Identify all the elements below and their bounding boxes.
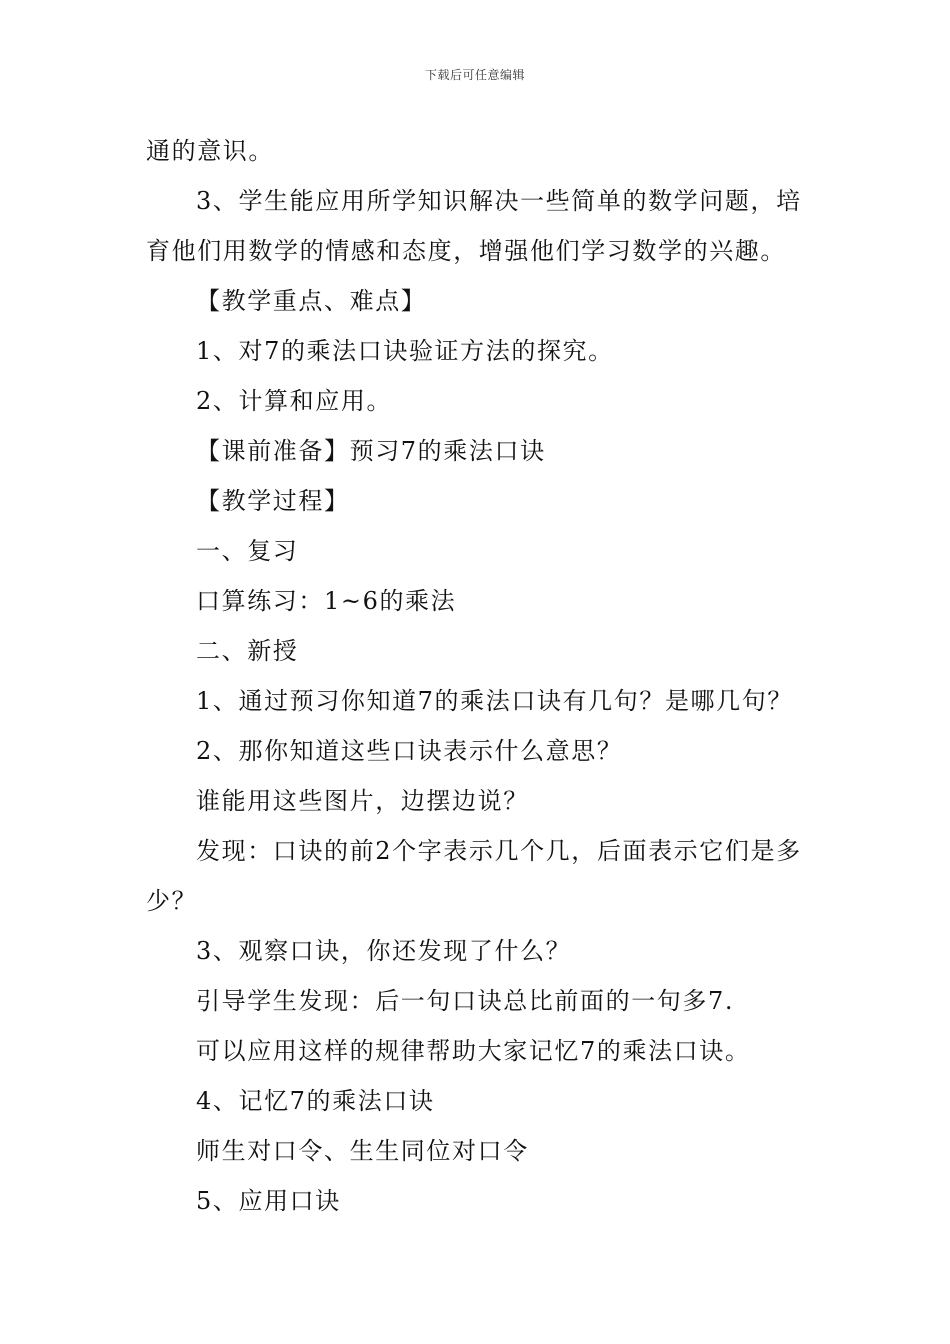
paragraph-line: 5、应用口诀 — [196, 1187, 341, 1215]
page-header: 下载后可任意编辑 — [424, 68, 525, 82]
paragraph-line: 1、通过预习你知道7的乘法口诀有几句？是哪几句？ — [196, 687, 793, 715]
paragraph-line: 发现：口诀的前2个字表示几个几，后面表示它们是多 — [196, 837, 802, 865]
paragraph-line: 2、计算和应用。 — [196, 387, 393, 415]
section-heading: 【教学过程】 — [196, 487, 350, 515]
paragraph-line: 通的意识。 — [146, 137, 274, 165]
paragraph-line: 少？ — [146, 887, 198, 915]
subsection-heading: 一、复习 — [196, 537, 299, 565]
section-heading: 【教学重点、难点】 — [196, 287, 427, 315]
section-heading: 【课前准备】预习7的乘法口诀 — [196, 437, 546, 465]
paragraph-line: 3、观察口诀，你还发现了什么？ — [196, 937, 572, 965]
paragraph-line: 师生对口令、生生同位对口令 — [196, 1137, 529, 1165]
paragraph-line: 引导学生发现：后一句口诀总比前面的一句多7. — [196, 987, 735, 1015]
paragraph-line: 2、那你知道这些口诀表示什么意思？ — [196, 737, 623, 765]
paragraph-line: 可以应用这样的规律帮助大家记忆7的乘法口诀。 — [196, 1037, 751, 1065]
paragraph-line: 3、学生能应用所学知识解决一些简单的数学问题，培 — [196, 187, 802, 215]
paragraph-line: 4、记忆7的乘法口诀 — [196, 1087, 435, 1115]
document-body — [146, 126, 810, 1226]
paragraph-line: 1、对7的乘法口诀验证方法的探究。 — [196, 337, 614, 365]
subsection-heading: 二、新授 — [196, 637, 299, 665]
paragraph-line: 谁能用这些图片，边摆边说？ — [196, 787, 529, 815]
paragraph-line: 口算练习：1~6的乘法 — [196, 587, 457, 615]
paragraph-line: 育他们用数学的情感和态度，增强他们学习数学的兴趣。 — [146, 237, 786, 265]
